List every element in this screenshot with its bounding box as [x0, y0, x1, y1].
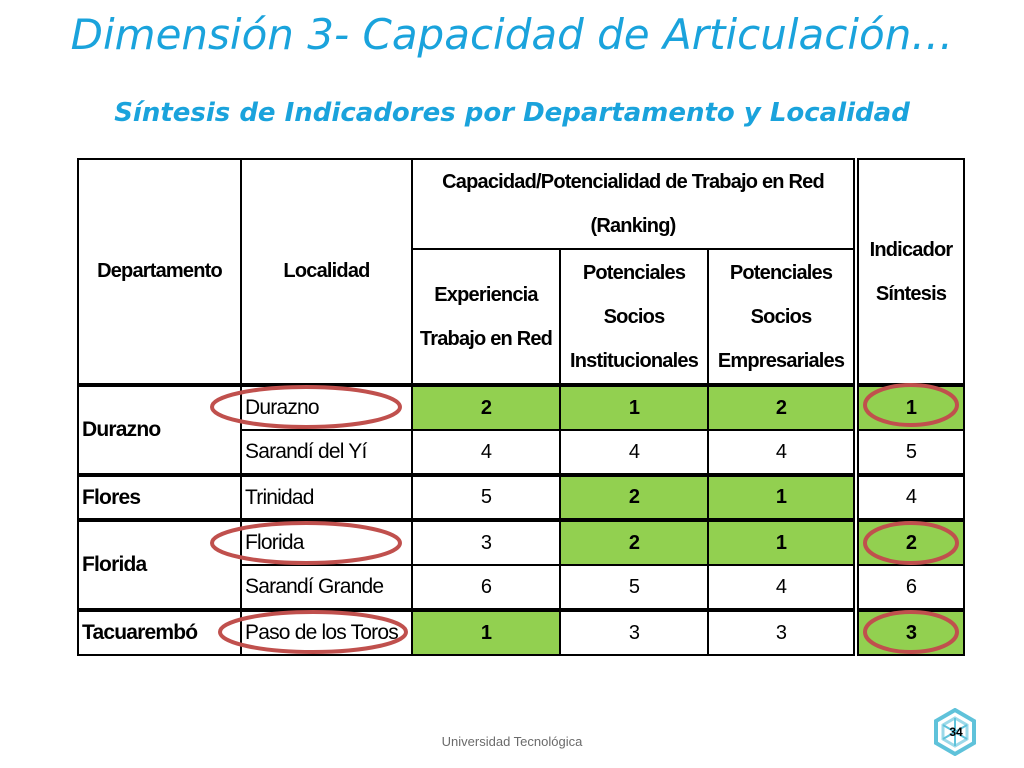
cell-sintesis: 1	[856, 385, 964, 430]
cell-institucionales: 4	[560, 430, 708, 475]
cell-departamento: Florida	[78, 520, 241, 610]
cell-institucionales: 2	[560, 475, 708, 520]
cell-empresariales: 4	[708, 430, 856, 475]
cell-experiencia: 1	[412, 610, 560, 655]
cell-departamento: Flores	[78, 475, 241, 520]
cell-localidad: Durazno	[241, 385, 412, 430]
header-localidad: Localidad	[241, 159, 412, 385]
cell-institucionales: 1	[560, 385, 708, 430]
cell-empresariales: 1	[708, 520, 856, 565]
slide-subtitle: Síntesis de Indicadores por Departamento y Localidad	[114, 98, 910, 128]
cell-sintesis: 5	[856, 430, 964, 475]
cell-empresariales: 4	[708, 565, 856, 610]
cell-institucionales: 3	[560, 610, 708, 655]
indicators-table	[77, 158, 965, 656]
page-number: 34	[949, 725, 963, 739]
header-group-ranking: Capacidad/Potencialidad de Trabajo en Red (Ranking)	[412, 159, 856, 249]
cell-localidad: Paso de los Toros	[241, 610, 412, 655]
cell-localidad: Sarandí del Yí	[241, 430, 412, 475]
cell-sintesis: 6	[856, 565, 964, 610]
cell-empresariales: 3	[708, 610, 856, 655]
cell-localidad: Trinidad	[241, 475, 412, 520]
header-experiencia: Experiencia Trabajo en Red	[412, 249, 560, 385]
header-socios-institucionales: Potenciales Socios Institucionales	[560, 249, 708, 385]
slide-title: Dimensión 3- Capacidad de Articulación…	[70, 10, 954, 59]
cell-localidad: Sarandí Grande	[241, 565, 412, 610]
cell-sintesis: 3	[856, 610, 964, 655]
cell-empresariales: 2	[708, 385, 856, 430]
table-row	[78, 610, 964, 655]
footer-text: Universidad Tecnológica	[441, 734, 583, 749]
cell-experiencia: 2	[412, 385, 560, 430]
cell-institucionales: 5	[560, 565, 708, 610]
cell-sintesis: 2	[856, 520, 964, 565]
cell-departamento: Tacuarembó	[78, 610, 241, 655]
cell-sintesis: 4	[856, 475, 964, 520]
header-indicador-sintesis: Indicador Síntesis	[856, 159, 964, 385]
cell-institucionales: 2	[560, 520, 708, 565]
header-socios-empresariales: Potenciales Socios Empresariales	[708, 249, 856, 385]
cell-empresariales: 1	[708, 475, 856, 520]
cell-experiencia: 3	[412, 520, 560, 565]
cell-departamento: Durazno	[78, 385, 241, 475]
table-row	[78, 385, 964, 430]
table-row	[78, 475, 964, 520]
table-row	[78, 520, 964, 565]
cell-experiencia: 5	[412, 475, 560, 520]
cell-experiencia: 4	[412, 430, 560, 475]
cell-experiencia: 6	[412, 565, 560, 610]
header-departamento: Departamento	[78, 159, 241, 385]
cell-localidad: Florida	[241, 520, 412, 565]
